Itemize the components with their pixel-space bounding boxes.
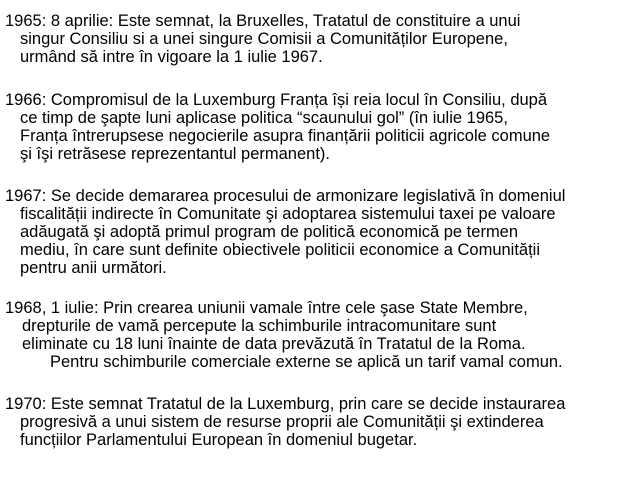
- entry-1970-line-2: progresivă a unui sistem de resurse proprii ale Comunității şi extinderea: [20, 413, 544, 431]
- entry-1965-line-2: singur Consiliu si a unei singure Comisii a Comunităților Europene,: [20, 30, 508, 48]
- entry-1968-line-1: 1968, 1 iulie: Prin crearea uniunii vamale între cele şase State Membre,: [5, 299, 528, 317]
- entry-1968-line-2: drepturile de vamă percepute la schimburile intracomunitare sunt: [22, 317, 497, 335]
- entry-1966-line-4: şi îşi retrăsese reprezentantul permanent).: [20, 145, 330, 163]
- entry-1966-line-2: ce timp de şapte luni aplicase politica “scaunului gol” (în iulie 1965,: [20, 109, 508, 127]
- entry-1966-line-3: Franța întrerupsese negocierile asupra finanțării politicii agricole comune: [20, 127, 551, 145]
- entry-1968-line-3: eliminate cu 18 luni înainte de data prevăzută în Tratatul de la Roma.: [22, 335, 526, 353]
- entry-1970-line-1: 1970: Este semnat Tratatul de la Luxemburg, prin care se decide instaurarea: [5, 395, 566, 413]
- entry-1965-line-1: 1965: 8 aprilie: Este semnat, la Bruxelles, Tratatul de constituire a unui: [5, 12, 521, 30]
- entry-1968-line-4: Pentru schimburile comerciale externe se aplică un tarif vamal comun.: [50, 353, 563, 371]
- entry-1967-line-3: adăugată şi adoptă primul program de politică economică pe termen: [20, 223, 519, 241]
- entry-1965-line-3: urmând să intre în vigoare la 1 iulie 1967.: [20, 48, 323, 66]
- entry-1967-line-5: pentru anii următori.: [20, 259, 167, 277]
- entry-1967-line-2: fiscalității indirecte în Comunitate şi adoptarea sistemului taxei pe valoare: [20, 205, 556, 223]
- entry-1967-line-1: 1967: Se decide demararea procesului de armonizare legislativă în domeniul: [5, 187, 566, 205]
- entry-1967-line-4: mediu, în care sunt definite obiectivele politicii economice a Comunității: [20, 241, 541, 259]
- entry-1966-line-1: 1966: Compromisul de la Luxemburg Franța își reia locul în Consiliu, după: [5, 91, 548, 109]
- entry-1970-line-3: funcțiilor Parlamentului European în domeniul bugetar.: [20, 431, 418, 449]
